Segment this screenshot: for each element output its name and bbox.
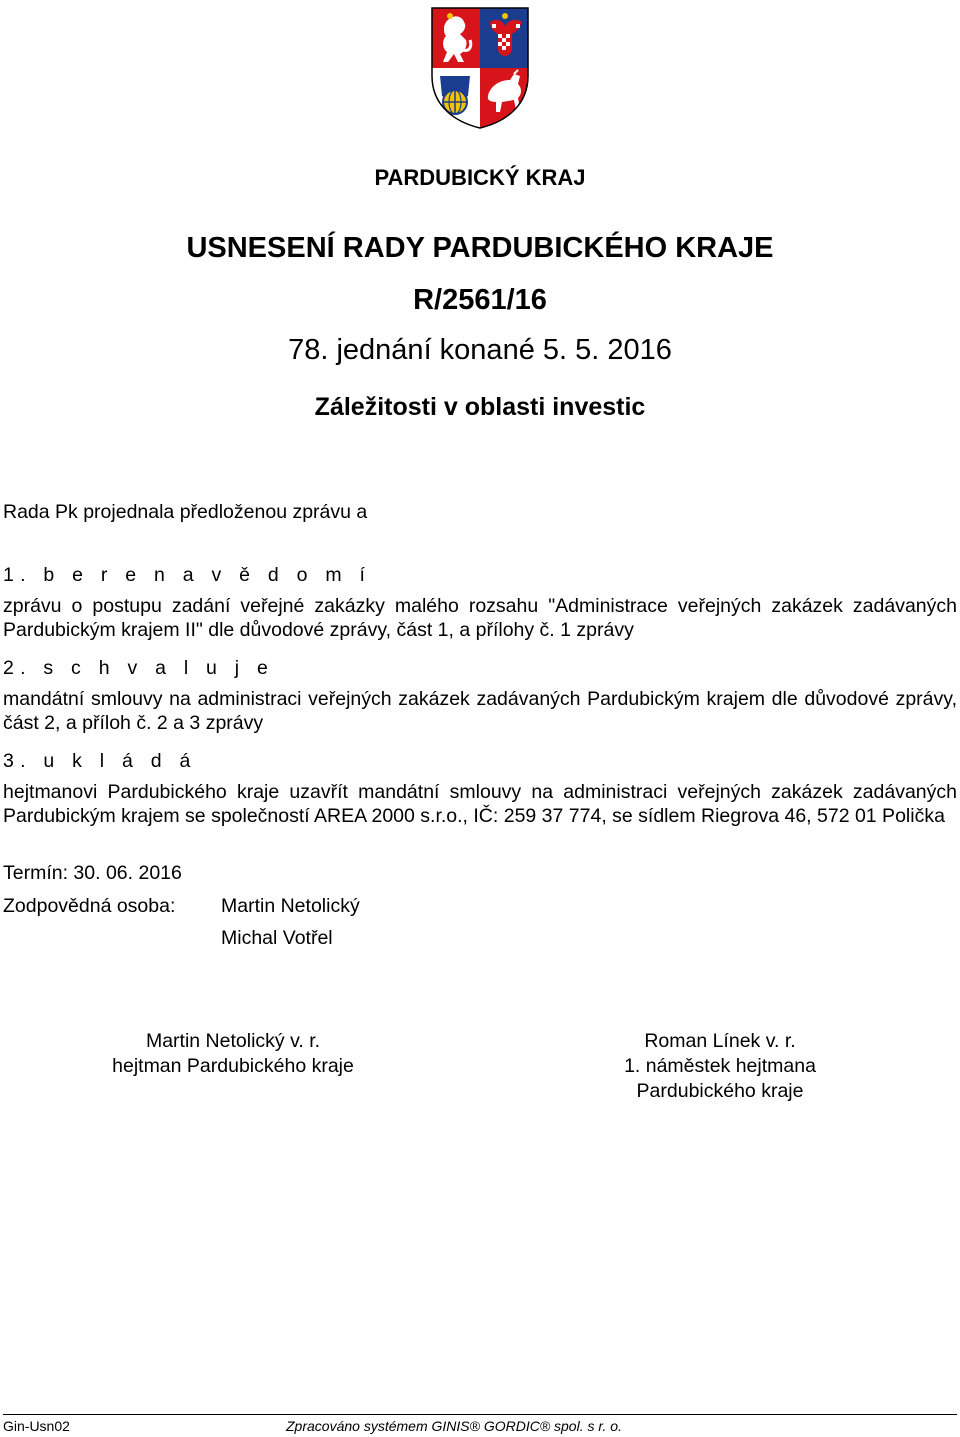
- point-1-text: zprávu o postupu zadání veřejné zakázky malého rozsahu "Administrace veřejných zakázek zadávaných Pardubickým krajem II" dle důvodové zprávy, část 1, a přílohy č. 1 zprávy: [3, 595, 957, 641]
- responsible-person: Michal Votřel: [221, 927, 333, 949]
- point-2-text: mandátní smlouvy na administraci veřejných zakázek zadávaných Pardubickým krajem dle důvodové zprávy, část 2, a příloh č. 2 a 3 zprávy: [3, 688, 957, 734]
- responsible-label: Zodpovědná osoba:: [3, 895, 176, 917]
- signature-left: [40, 1029, 426, 1079]
- point-3-text: hejtmanovi Pardubického kraje uzavřít mandátní smlouvy na administraci veřejných zakázek zadávaných Pardubickým krajem se společností AREA 2000 s.r.o., IČ: 259 37 774, se sídlem Riegrova 46, 572 01 Polička: [3, 781, 957, 827]
- document-title: USNESENÍ RADY PARDUBICKÉHO KRAJE: [186, 232, 774, 264]
- footer-divider: [3, 1414, 957, 1415]
- point-2-heading: 2. s c h v a l u j e: [3, 657, 275, 679]
- responsible-person: Martin Netolický: [221, 895, 360, 917]
- intro-text: Rada Pk projednala předloženou zprávu a: [3, 501, 368, 523]
- point-1-heading: 1. b e r e n a v ě d o m í: [3, 564, 372, 586]
- subject-heading: Záležitosti v oblasti investic: [314, 393, 646, 421]
- signature-right: [527, 1029, 913, 1104]
- signature-right-role-line2: Pardubického kraje: [636, 1080, 804, 1102]
- signature-left-role: hejtman Pardubického kraje: [112, 1055, 354, 1077]
- resolution-number: R/2561/16: [413, 284, 547, 316]
- point-3-heading: 3. u k l á d á: [3, 750, 197, 772]
- footer-code: Gin-Usn02: [3, 1418, 70, 1434]
- region-name: PARDUBICKÝ KRAJ: [374, 165, 586, 190]
- signature-left-name: Martin Netolický v. r.: [145, 1030, 321, 1052]
- coat-of-arms-icon: [430, 6, 530, 130]
- signature-right-role-line1: 1. náměstek hejtmana: [624, 1055, 816, 1077]
- footer-generated-by: Zpracováno systémem GINIS® GORDIC® spol. s r. o.: [286, 1418, 622, 1434]
- meeting-info: 78. jednání konané 5. 5. 2016: [288, 334, 672, 366]
- signature-right-name: Roman Línek v. r.: [644, 1030, 796, 1052]
- deadline: Termín: 30. 06. 2016: [3, 862, 182, 884]
